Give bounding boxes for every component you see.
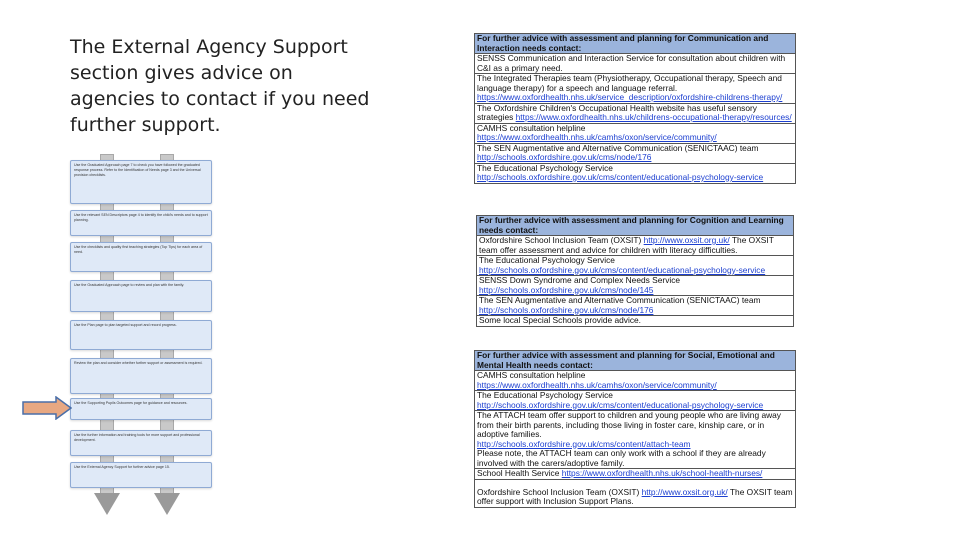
flow-step: Use the Graduated Approach page 7 to check you have followed the graduated response process. Refer to the Identification of Needs page 3 and the Universal provision checklists. — [70, 160, 212, 204]
table-row: The Educational Psychology Service http://schools.oxfordshire.gov.uk/cms/content/educational-psychology-service — [475, 163, 796, 183]
table-row: SENSS Communication and Interaction Service for consultation about children with C&I as a primary need. — [475, 54, 796, 74]
service-link[interactable]: https://www.oxfordhealth.nhs.uk/service_description/oxfordshire-childrens-therapy/ — [477, 92, 783, 102]
table-row: The Educational Psychology Service http://schools.oxfordshire.gov.uk/cms/content/educational-psychology-service — [477, 256, 794, 276]
semh-table — [474, 350, 796, 508]
intro-text: The External Agency Support section gives advice on agencies to contact if you need further support. — [70, 36, 370, 136]
service-link[interactable]: https://www.oxfordhealth.nhs.uk/school-health-nurses/ — [561, 468, 763, 478]
table-row: Some local Special Schools provide advice. — [477, 316, 794, 327]
table-row: The Oxfordshire Children's Occupational Health website has useful sensory strategies https://www.oxfordhealth.nhs.uk/childrens-occupational-therapy/resources/ — [475, 103, 796, 123]
service-link[interactable]: http://schools.oxfordshire.gov.uk/cms/content/attach-team — [477, 438, 691, 449]
service-link[interactable]: http://schools.oxfordshire.gov.uk/cms/content/educational-psychology-service — [477, 172, 764, 182]
table-row: The ATTACH team offer support to children and young people who are living away from their birth parents, including those living in foster care, kinship care, or in adoptive families. http://schools.oxfordshire.gov.uk/cms/content/attach-team Please note, the ATTACH team can only work with a school if they are already involved with the carers/adoptive family. — [475, 411, 796, 469]
service-link[interactable]: https://www.oxfordhealth.nhs.uk/camhs/oxon/service/community/ — [477, 132, 717, 142]
flow-step: Use the relevant SEN Descriptors page 4 to identify the child's needs and to support planning. — [70, 210, 212, 236]
table-row: Oxfordshire School Inclusion Team (OXSIT) http://www.oxsit.org.uk/ The OXSIT team offer assessment and advice for children with literacy difficulties. — [477, 236, 794, 256]
communication-interaction-table — [474, 33, 796, 184]
service-link[interactable]: http://schools.oxfordshire.gov.uk/cms/content/educational-psychology-service — [479, 264, 766, 275]
service-link[interactable]: http://schools.oxfordshire.gov.uk/cms/node/176 — [479, 304, 654, 315]
service-link[interactable]: https://www.oxfordhealth.nhs.uk/childrens-occupational-therapy/resources/ — [515, 112, 792, 122]
flow-step: Use the further information and training tools for more support and professional development. — [70, 430, 212, 456]
table-row: CAMHS consultation helpline https://www.oxfordhealth.nhs.uk/camhs/oxon/service/community/ — [475, 371, 796, 391]
table-header: For further advice with assessment and planning for Social, Emotional and Mental Health needs contact: — [475, 351, 796, 371]
cognition-learning-table — [476, 215, 794, 327]
flow-step: Use the Graduated Approach page to review and plan with the family. — [70, 280, 212, 312]
table-header: For further advice with assessment and planning for Communication and Interaction needs contact: — [475, 34, 796, 54]
right-arrow-icon — [22, 396, 72, 420]
service-link[interactable]: http://www.oxsit.org.uk/ — [641, 486, 728, 497]
service-link[interactable]: http://schools.oxfordshire.gov.uk/cms/node/145 — [479, 284, 654, 295]
flowchart — [60, 148, 230, 523]
flow-step: Use the Plan page to plan targeted support and record progress. — [70, 320, 212, 350]
service-link[interactable]: https://www.oxfordhealth.nhs.uk/camhs/oxon/service/community/ — [477, 379, 717, 390]
table-row: The SEN Augmentative and Alternative Communication (SENICTAAC) team http://schools.oxfordshire.gov.uk/cms/node/176 — [477, 296, 794, 316]
table-row: The SEN Augmentative and Alternative Communication (SENICTAAC) team http://schools.oxfordshire.gov.uk/cms/node/176 — [475, 143, 796, 163]
table-header: For further advice with assessment and planning for Cognition and Learning needs contact: — [477, 216, 794, 236]
flow-step: Use the External Agency Support for further advice page 15. — [70, 462, 212, 488]
table-row: The Integrated Therapies team (Physiotherapy, Occupational therapy, Speech and language therapy) for a speech and language referral. https://www.oxfordhealth.nhs.uk/service_description/oxfordshire-childrens-therapy/ — [475, 74, 796, 104]
table-row: School Health Service https://www.oxfordhealth.nhs.uk/school-health-nurses/ — [475, 469, 796, 480]
table-row: SENSS Down Syndrome and Complex Needs Service http://schools.oxfordshire.gov.uk/cms/node/145 — [477, 276, 794, 296]
down-arrow-icon — [94, 493, 120, 515]
service-link[interactable]: http://www.oxsit.org.uk/ — [643, 235, 730, 245]
flow-step: Review the plan and consider whether further support or assessment is required. — [70, 358, 212, 394]
service-link[interactable]: http://schools.oxfordshire.gov.uk/cms/node/176 — [477, 152, 652, 162]
flow-step: Use the checklists and quality first teaching strategies (Top Tips) for each area of need. — [70, 242, 212, 272]
flow-step: Use the Supporting Pupils Outcomes page for guidance and resources. — [70, 398, 212, 420]
service-link[interactable]: http://schools.oxfordshire.gov.uk/cms/content/educational-psychology-service — [477, 399, 764, 410]
table-row: Oxfordshire School Inclusion Team (OXSIT) http://www.oxsit.org.uk/ The OXSIT team offer support with Inclusion Support Plans. — [475, 479, 796, 507]
table-row: CAMHS consultation helpline https://www.oxfordhealth.nhs.uk/camhs/oxon/service/community/ — [475, 123, 796, 143]
table-row: The Educational Psychology Service http://schools.oxfordshire.gov.uk/cms/content/educational-psychology-service — [475, 391, 796, 411]
down-arrow-icon — [154, 493, 180, 515]
